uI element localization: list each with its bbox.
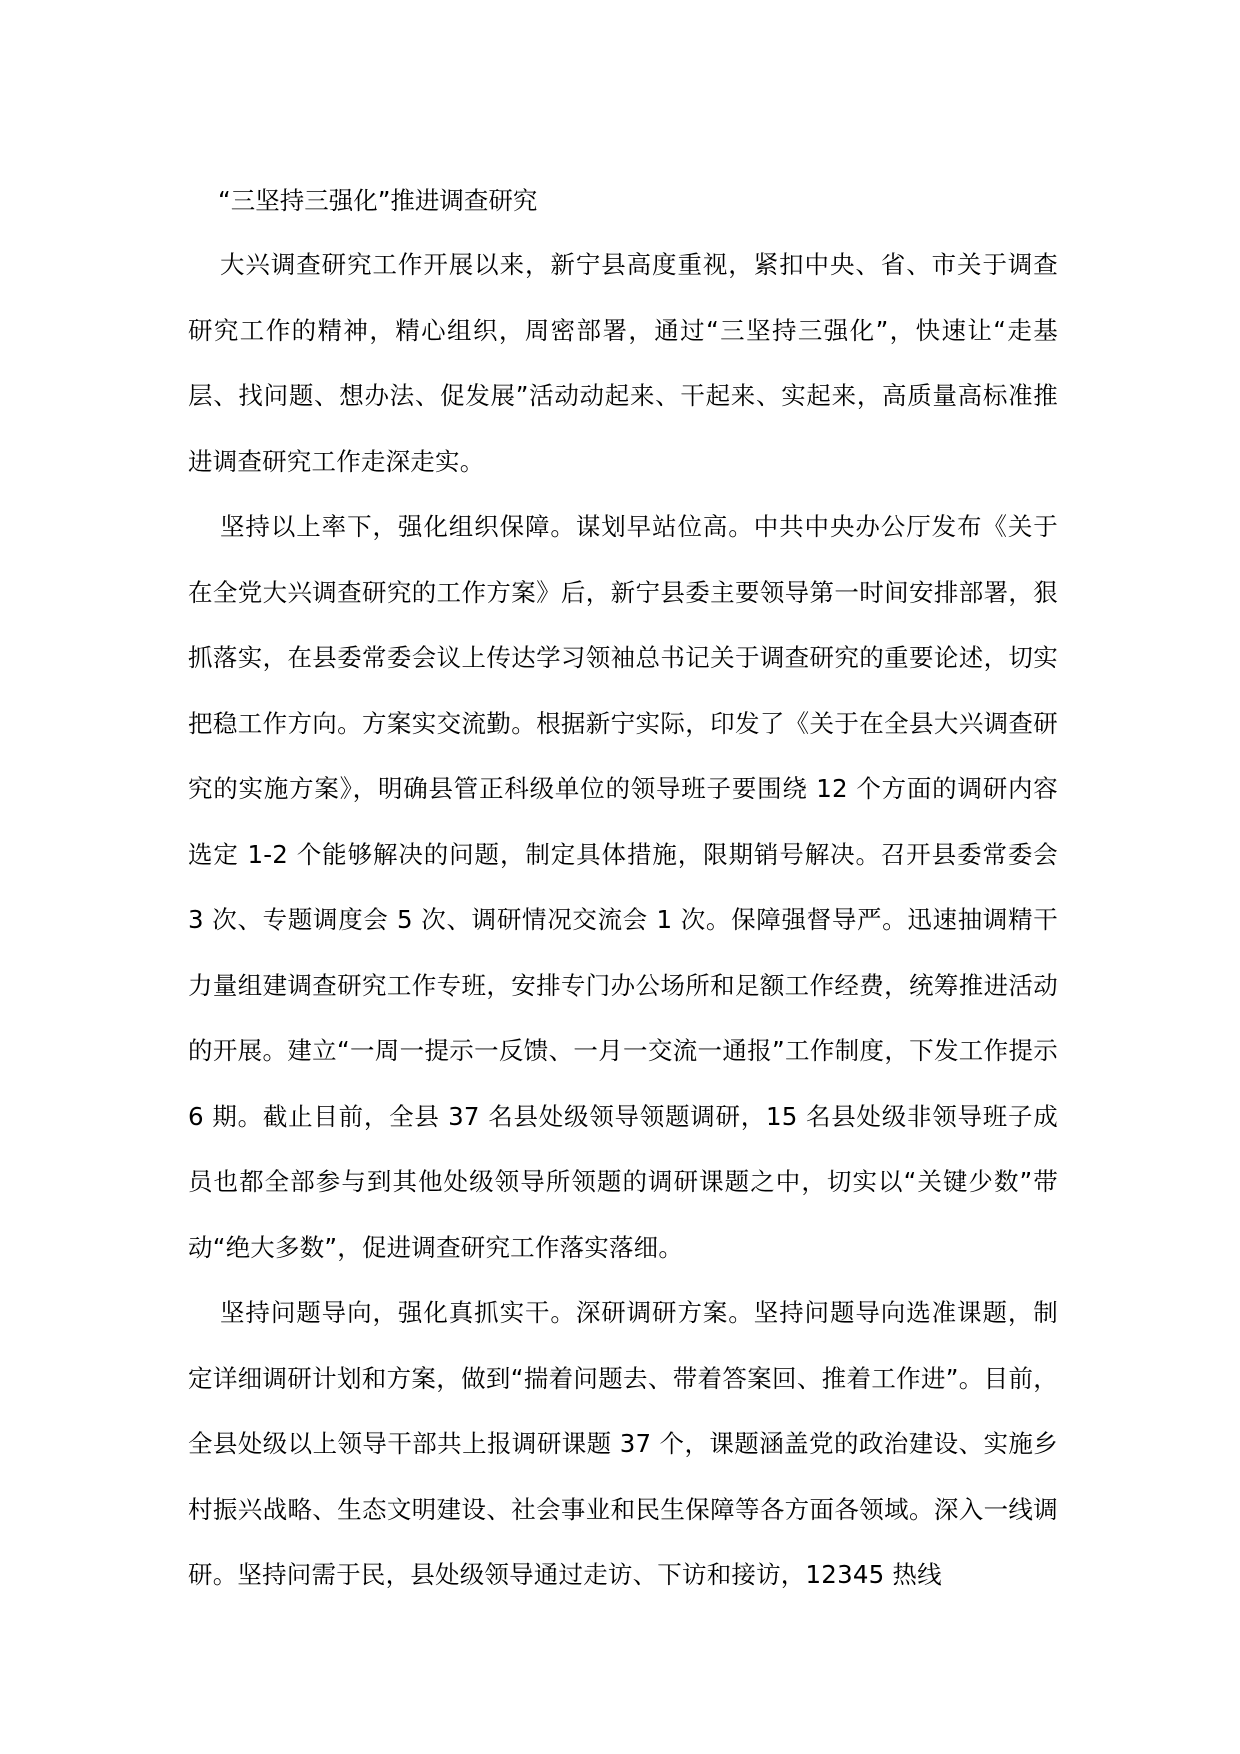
document-page xyxy=(188,170,1058,1608)
document-title: “三坚持三强化”推进调查研究 xyxy=(218,186,538,215)
paragraph-intro: 大兴调查研究工作开展以来，新宁县高度重视，紧扣中央、省、市关于调查研究工作的精神，精心组织，周密部署，通过“三坚持三强化”，快速让“走基层、找问题、想办法、促发展”活动动起来、干起来、实起来，高质量高标准推进调查研究工作走深走实。 xyxy=(188,250,1058,476)
paragraph-leadership: 坚持以上率下，强化组织保障。谋划早站位高。中共中央办公厅发布《关于在全党大兴调查研究的工作方案》后，新宁县委主要领导第一时间安排部署，狠抓落实，在县委常委会议上传达学习领袖总书记关于调查研究的重要论述，切实把稳工作方向。方案实交流勤。根据新宁实际，印发了《关于在全县大兴调查研究的实施方案》，明确县管正科级单位的领导班子要围绕 12 个方面的调研内容选定 1-2 个能够解决的问题，制定具体措施，限期销号解决。召开县委常委会 3 次、专题调度会 5 次、调研情况交流会 1 次。保障强督导严。迅速抽调精干力量组建调查研究工作专班，安排专门办公场所和足额工作经费，统筹推进活动的开展。建立“一周一提示一反馈、一月一交流一通报”工作制度，下发工作提示 6 期。截止目前，全县 37 名县处级领导领题调研，15 名县处级非领导班子成员也都全部参与到其他处级领导所领题的调研课题之中，切实以“关键少数”带动“绝大多数”，促进调查研究工作落实落细。 xyxy=(188,512,1058,1262)
paragraph-problem-oriented: 坚持问题导向，强化真抓实干。深研调研方案。坚持问题导向选准课题，制定详细调研计划和方案，做到“揣着问题去、带着答案回、推着工作进”。目前，全县处级以上领导干部共上报调研课题 37 个，课题涵盖党的政治建设、实施乡村振兴战略、生态文明建设、社会事业和民生保障等各方面各领域。深入一线调研。坚持问需于民，县处级领导通过走访、下访和接访，12345 热线 xyxy=(188,1298,1058,1589)
